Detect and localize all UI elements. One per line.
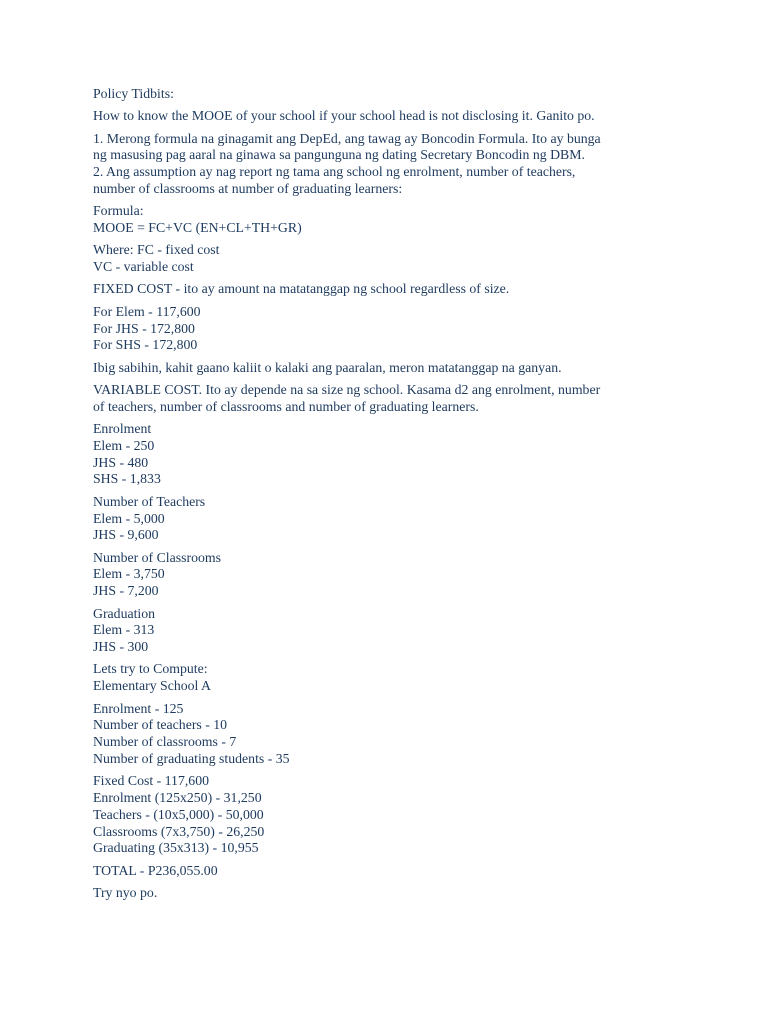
text-line: Teachers - (10x5,000) - 50,000 — [93, 806, 264, 822]
text-line: For SHS - 172,800 — [93, 337, 198, 353]
text-line: Try nyo po. — [93, 884, 158, 900]
paragraph — [93, 203, 733, 237]
text-line: Graduating (35x313) - 10,955 — [93, 840, 259, 856]
paragraph — [93, 281, 733, 298]
paragraph — [93, 242, 733, 276]
paragraph — [93, 701, 733, 768]
text-line: TOTAL - P236,055.00 — [93, 862, 218, 878]
text-line: Number of classrooms - 7 — [93, 734, 237, 750]
paragraph — [93, 382, 733, 416]
text-line: Fixed Cost - 117,600 — [93, 773, 210, 789]
text-line: Classrooms (7x3,750) - 26,250 — [93, 823, 265, 839]
text-line: JHS - 9,600 — [93, 527, 159, 543]
text-line: Lets try to Compute: — [93, 661, 208, 677]
text-line: How to know the MOOE of your school if your school head is not disclosing it. Ganito po. — [93, 108, 595, 124]
text-line: Number of teachers - 10 — [93, 717, 228, 733]
text-line: VARIABLE COST. Ito ay depende na sa size ng school. Kasama d2 ang enrolment, number — [93, 381, 601, 397]
text-line: MOOE = FC+VC (EN+CL+TH+GR) — [93, 220, 302, 236]
text-line: FIXED COST - ito ay amount na matatanggap ng school regardless of size. — [93, 281, 510, 297]
paragraph — [93, 86, 733, 103]
text-line: Number of graduating students - 35 — [93, 750, 290, 766]
text-line: ng masusing pag aaral na ginawa sa pangunguna ng dating Secretary Boncodin ng DBM. — [93, 147, 585, 163]
paragraph — [93, 550, 733, 600]
paragraph — [93, 108, 733, 125]
text-line: Enrolment (125x250) - 31,250 — [93, 789, 262, 805]
text-line: Enrolment — [93, 421, 152, 437]
paragraph — [93, 773, 733, 857]
text-line: Elem - 5,000 — [93, 510, 165, 526]
paragraph — [93, 606, 733, 656]
paragraph — [93, 885, 733, 902]
text-line: Elem - 313 — [93, 622, 155, 638]
text-line: For JHS - 172,800 — [93, 320, 195, 336]
text-line: 2. Ang assumption ay nag report ng tama ang school ng enrolment, number of teachers, — [93, 164, 576, 180]
document-body — [93, 86, 733, 907]
paragraph — [93, 360, 733, 377]
paragraph — [93, 863, 733, 880]
paragraph — [93, 661, 733, 695]
text-line: JHS - 300 — [93, 639, 149, 655]
text-line: Policy Tidbits: — [93, 86, 174, 101]
text-line: number of classrooms at number of graduating learners: — [93, 180, 403, 196]
text-line: JHS - 480 — [93, 454, 149, 470]
paragraph — [93, 304, 733, 354]
text-line: Elementary School A — [93, 678, 212, 694]
text-line: Elem - 250 — [93, 437, 155, 453]
text-line: For Elem - 117,600 — [93, 303, 201, 319]
text-line: Elem - 3,750 — [93, 566, 165, 582]
text-line: Number of Classrooms — [93, 549, 221, 565]
text-line: Ibig sabihin, kahit gaano kaliit o kalaki ang paaralan, meron matatanggap na ganyan. — [93, 359, 562, 375]
text-line: of teachers, number of classrooms and number of graduating learners. — [93, 398, 479, 414]
text-line: Number of Teachers — [93, 493, 206, 509]
text-line: Formula: — [93, 203, 144, 219]
text-line: 1. Merong formula na ginagamit ang DepEd, ang tawag ay Boncodin Formula. Ito ay bunga — [93, 130, 601, 146]
text-line: VC - variable cost — [93, 259, 194, 275]
text-line: JHS - 7,200 — [93, 583, 159, 599]
paragraph — [93, 421, 733, 488]
paragraph — [93, 131, 733, 198]
text-line: Graduation — [93, 605, 156, 621]
text-line: Where: FC - fixed cost — [93, 242, 220, 258]
paragraph — [93, 494, 733, 544]
text-line: SHS - 1,833 — [93, 471, 161, 487]
text-line: Enrolment - 125 — [93, 700, 184, 716]
